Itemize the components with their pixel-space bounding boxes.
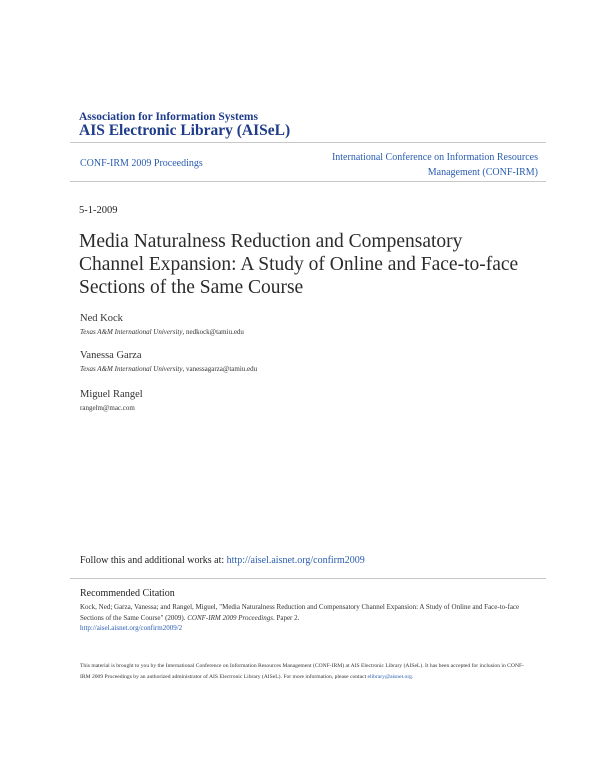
proceedings-link[interactable]: CONF-IRM 2009 Proceedings	[80, 158, 203, 169]
affiliation-institution: Texas A&M International University	[80, 365, 183, 373]
author-email: vanessagarza@tamiu.edu	[185, 365, 258, 373]
author-affiliation: Texas A&M International University, vanessagarza@tamiu.edu	[80, 365, 258, 373]
author-name: Vanessa Garza	[80, 350, 142, 361]
author-name: Ned Kock	[80, 313, 123, 324]
collection-link[interactable]: http://aisel.aisnet.org/confirm2009	[226, 555, 365, 566]
nav-divider	[70, 181, 546, 182]
author-email: rangelm@mac.com	[80, 404, 135, 412]
author-email: nedkock@tamiu.edu	[185, 328, 244, 336]
affiliation-institution: Texas A&M International University	[80, 328, 183, 336]
footer-notice	[80, 661, 530, 682]
author-affiliation: Texas A&M International University, nedkock@tamiu.edu	[80, 328, 244, 336]
citation-venue: CONF-IRM 2009 Proceedings	[187, 613, 273, 622]
author-name: Miguel Rangel	[80, 389, 143, 400]
publication-date: 5-1-2009	[79, 205, 118, 216]
citation-main: Kock, Ned; Garza, Vanessa; and Rangel, Miguel, "Media Naturalness Reduction and Compensatory Channel Expansion: A Study of Online and Face-to-face Sections of the Same Course" (2009).	[80, 603, 520, 622]
conference-link-line-2[interactable]: Management (CONF-IRM)	[427, 167, 538, 178]
citation-divider	[70, 578, 546, 579]
citation-heading: Recommended Citation	[80, 588, 175, 599]
conference-link[interactable]	[298, 150, 538, 180]
follow-text: Follow this and additional works at:	[80, 555, 227, 566]
paper-title: Media Naturalness Reduction and Compensatory Channel Expansion: A Study of Online and Face-to-face Sections of the Same Course	[79, 231, 519, 298]
association-name: Association for Information Systems	[79, 111, 258, 123]
citation-link[interactable]: http://aisel.aisnet.org/confirm2009/2	[80, 624, 183, 632]
citation-text	[80, 602, 530, 634]
footer-text: This material is brought to you by the International Conference on Information Resources Management (CONF-IRM) at AIS Electronic Library (AISeL). It has been accepted for inclusion in CONF-IRM 2009 Proceedings by an authorized administrator of AIS Electronic Library (AISeL). For more information, please contact	[80, 663, 524, 680]
contact-email-link[interactable]: elibrary@aisnet.org	[367, 673, 412, 680]
conference-link-line-1[interactable]: International Conference on Information Resources	[331, 152, 538, 163]
footer-end: .	[411, 673, 414, 680]
library-name-link[interactable]: AIS Electronic Library (AISeL)	[79, 122, 291, 139]
citation-suffix: . Paper 2.	[272, 613, 300, 622]
header-divider	[70, 142, 546, 143]
follow-line	[80, 555, 365, 566]
